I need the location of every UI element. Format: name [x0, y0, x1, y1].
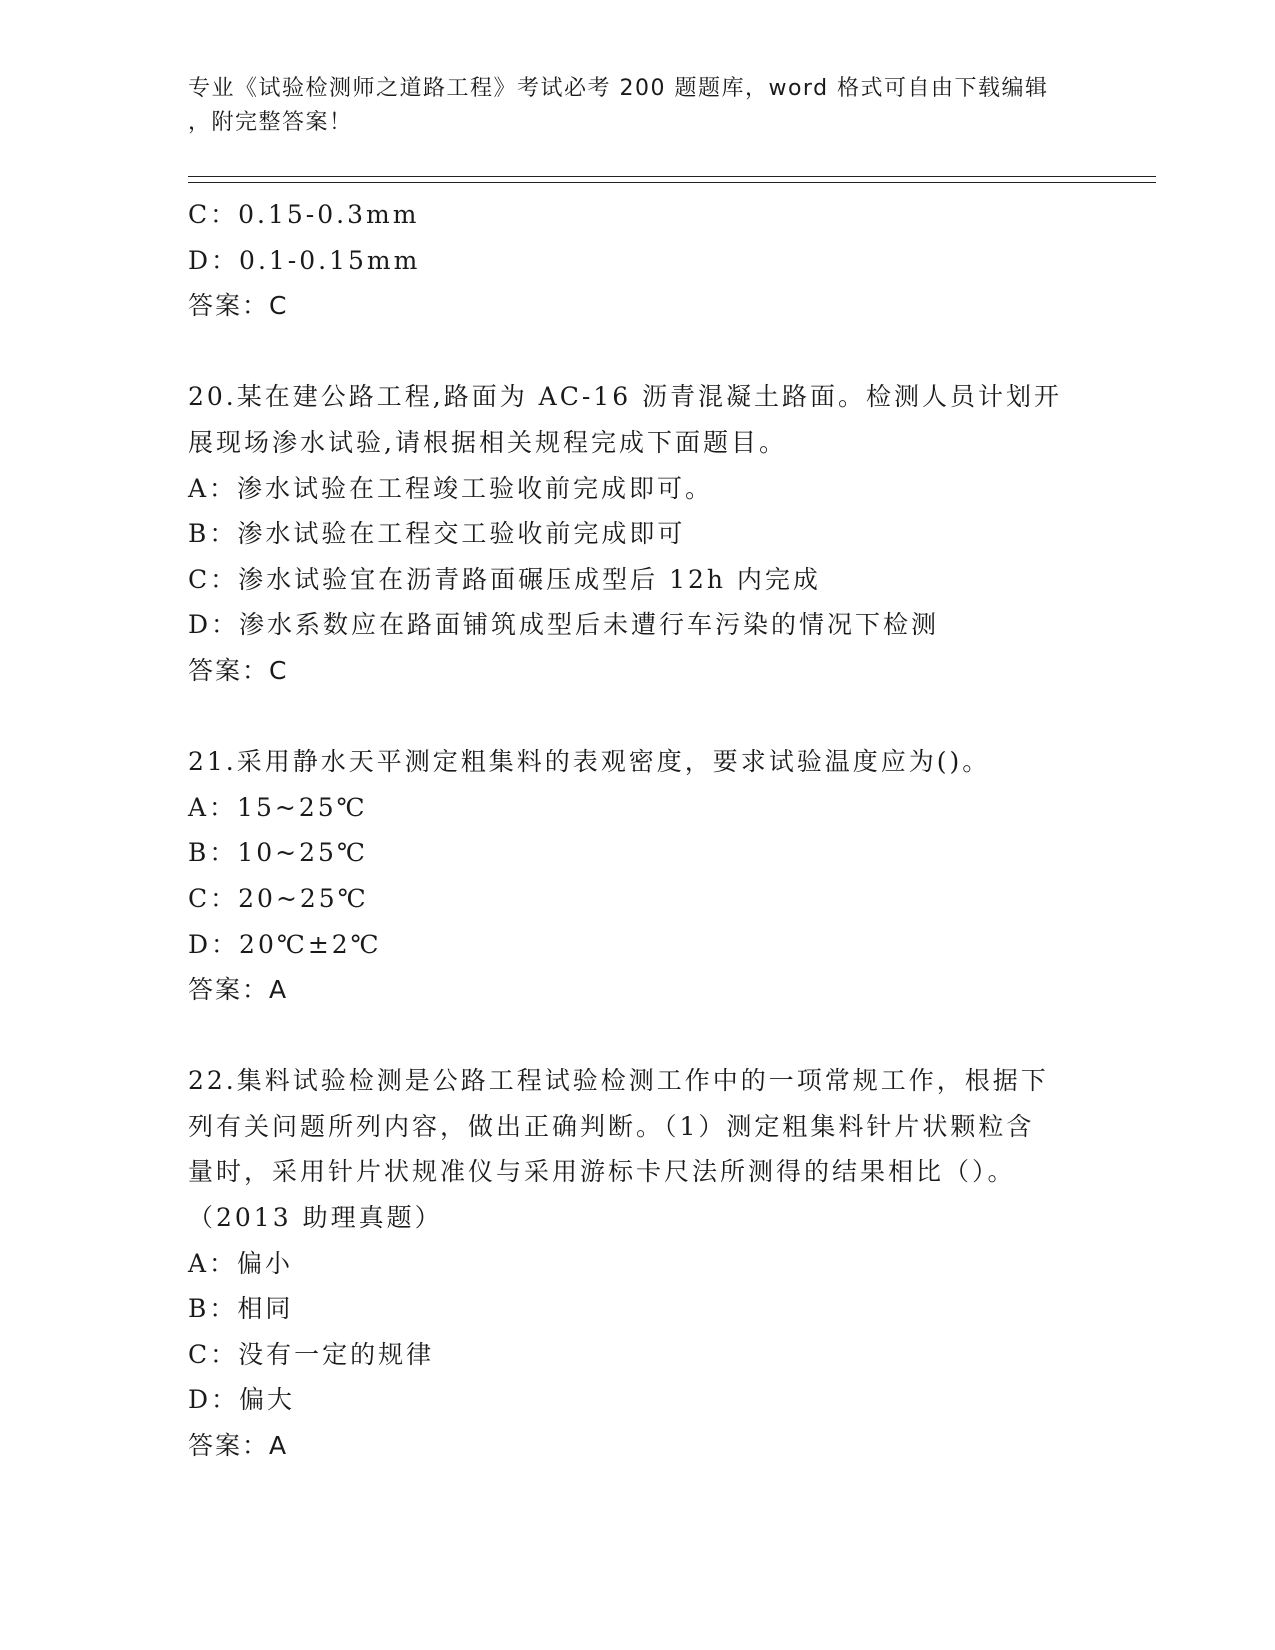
option-b: B：10~25℃	[188, 838, 368, 868]
question-stem: 21.采用静水天平测定粗集料的表观密度，要求试验温度应为()。	[188, 747, 991, 777]
header-divider-bottom	[188, 182, 1156, 183]
question-stem: 展现场渗水试验,请根据相关规程完成下面题目。	[188, 427, 787, 457]
question-stem: 20.某在建公路工程,路面为 AC-16 沥青混凝土路面。检测人员计划开	[188, 382, 1063, 412]
option-d: D：偏大	[188, 1385, 296, 1415]
question-content	[188, 192, 1088, 1469]
question-stem: 量时，采用针片状规准仪与采用游标卡尺法所测得的结果相比（）。	[188, 1157, 1016, 1187]
option-d: D：0.1-0.15mm	[188, 245, 421, 275]
question-22	[188, 1058, 1088, 1468]
option-c: C：0.15-0.3mm	[188, 200, 420, 229]
option-d: D：渗水系数应在路面铺筑成型后未遭行车污染的情况下检测	[188, 610, 940, 640]
option-b: B：渗水试验在工程交工验收前完成即可	[188, 519, 686, 549]
option-a: A：渗水试验在工程竣工验收前完成即可。	[188, 473, 714, 503]
question-stem: 列有关问题所列内容，做出正确判断。（1）测定粗集料针片状颗粒含	[188, 1111, 1035, 1141]
document-header	[188, 72, 1068, 140]
option-b: B：相同	[188, 1294, 294, 1324]
answer-line: 答案：C	[188, 655, 289, 685]
option-c: C：20~25℃	[188, 883, 369, 913]
question-19-tail	[188, 192, 1088, 329]
question-spacer	[188, 1013, 1088, 1059]
option-c: C：没有一定的规律	[188, 1339, 435, 1369]
option-d: D：20℃±2℃	[188, 929, 382, 959]
answer-line: 答案：C	[188, 291, 289, 321]
option-c: C：渗水试验宜在沥青路面碾压成型后 12h 内完成	[188, 564, 821, 594]
question-stem: （2013 助理真题）	[188, 1203, 443, 1233]
option-a: A：15~25℃	[188, 792, 368, 822]
question-20	[188, 374, 1088, 693]
answer-line: 答案：A	[188, 975, 289, 1005]
header-title-line-2: ，附完整答案！	[188, 110, 353, 135]
answer-line: 答案：A	[188, 1431, 289, 1461]
question-spacer	[188, 329, 1088, 375]
header-title-line-1: 专业《试验检测师之道路工程》考试必考 200 题题库，word 格式可自由下载编辑	[188, 76, 1049, 101]
question-stem: 22.集料试验检测是公路工程试验检测工作中的一项常规工作，根据下	[188, 1066, 1049, 1096]
option-a: A：偏小	[188, 1248, 294, 1278]
question-spacer	[188, 694, 1088, 740]
question-21	[188, 739, 1088, 1013]
header-divider-top	[188, 176, 1156, 177]
